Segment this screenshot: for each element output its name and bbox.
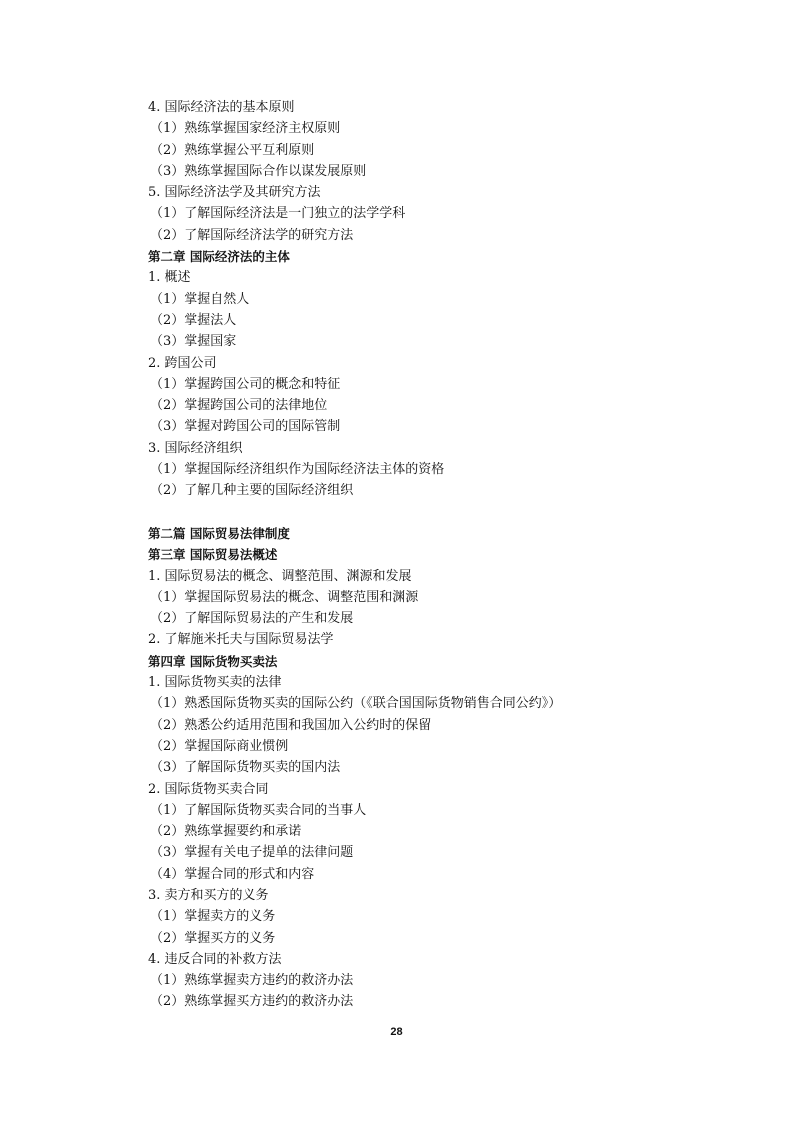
list-item: （2）熟练掌握公平互利原则 <box>150 142 315 158</box>
list-item: （1）熟练掌握卖方违约的救济办法 <box>150 973 354 989</box>
list-item: （1）掌握卖方的义务 <box>150 909 276 925</box>
list-item: （2）了解国际经济法学的研究方法 <box>150 227 354 243</box>
section-heading: 1. 国际货物买卖的法律 <box>148 675 282 691</box>
list-item: （1）掌握跨国公司的概念和特征 <box>150 376 341 392</box>
section-heading: 2. 跨国公司 <box>148 355 217 371</box>
list-item: （1）掌握国际经济组织作为国际经济法主体的资格 <box>150 462 445 478</box>
list-item: （3）熟练掌握国际合作以谋发展原则 <box>150 163 367 179</box>
section-heading: 3. 国际经济组织 <box>148 440 243 456</box>
list-item: （2）了解国际贸易法的产生和发展 <box>150 611 354 627</box>
chapter-heading: 第二章 国际经济法的主体 <box>148 249 290 265</box>
section-heading: 2. 国际货物买卖合同 <box>148 781 269 797</box>
list-item: （3）了解国际货物买卖的国内法 <box>150 760 341 776</box>
list-item: （3）掌握国家 <box>150 334 237 350</box>
list-item: （1）熟悉国际货物买卖的国际公约（《联合国国际货物销售合同公约》） <box>150 696 562 712</box>
list-item: （2）掌握买方的义务 <box>150 930 276 946</box>
blank-line <box>148 502 668 523</box>
list-item: （2）了解几种主要的国际经济组织 <box>150 483 354 499</box>
part-heading: 第二篇 国际贸易法律制度 <box>148 525 290 541</box>
section-heading: 3. 卖方和买方的义务 <box>148 887 269 903</box>
page-number: 28 <box>390 1026 403 1038</box>
list-item: （2）掌握国际商业惯例 <box>150 738 289 754</box>
list-item: （1）掌握国际贸易法的概念、调整范围和渊源 <box>150 589 419 605</box>
section-heading: 2. 了解施米托夫与国际贸易法学 <box>148 632 334 648</box>
list-item: （1）了解国际货物买卖合同的当事人 <box>150 802 367 818</box>
section-heading: 1. 国际贸易法的概念、调整范围、渊源和发展 <box>148 568 412 584</box>
list-item: （4）掌握合同的形式和内容 <box>150 866 315 882</box>
list-item: （2）掌握跨国公司的法律地位 <box>150 398 328 414</box>
list-item: （3）掌握对跨国公司的国际管制 <box>150 419 341 435</box>
chapter-heading: 第三章 国际贸易法概述 <box>148 547 278 563</box>
list-item: （1）了解国际经济法是一门独立的法学学科 <box>150 206 406 222</box>
list-item: （2）熟练掌握买方违约的救济办法 <box>150 994 354 1010</box>
list-item: （3）掌握有关电子提单的法律问题 <box>150 845 354 861</box>
section-heading: 1. 概述 <box>148 270 191 286</box>
list-item: （2）熟练掌握要约和承诺 <box>150 824 302 840</box>
chapter-heading: 第四章 国际货物买卖法 <box>148 653 278 669</box>
list-item: （2）掌握法人 <box>150 312 237 328</box>
section-heading: 5. 国际经济法学及其研究方法 <box>148 185 321 201</box>
list-item: （2）熟悉公约适用范围和我国加入公约时的保留 <box>150 717 432 733</box>
list-item: （1）熟练掌握国家经济主权原则 <box>150 121 341 137</box>
document-body <box>148 97 668 1013</box>
section-heading: 4. 国际经济法的基本原则 <box>148 100 295 115</box>
section-heading: 4. 违反合同的补救方法 <box>148 951 282 967</box>
list-item: （1）掌握自然人 <box>150 291 250 307</box>
